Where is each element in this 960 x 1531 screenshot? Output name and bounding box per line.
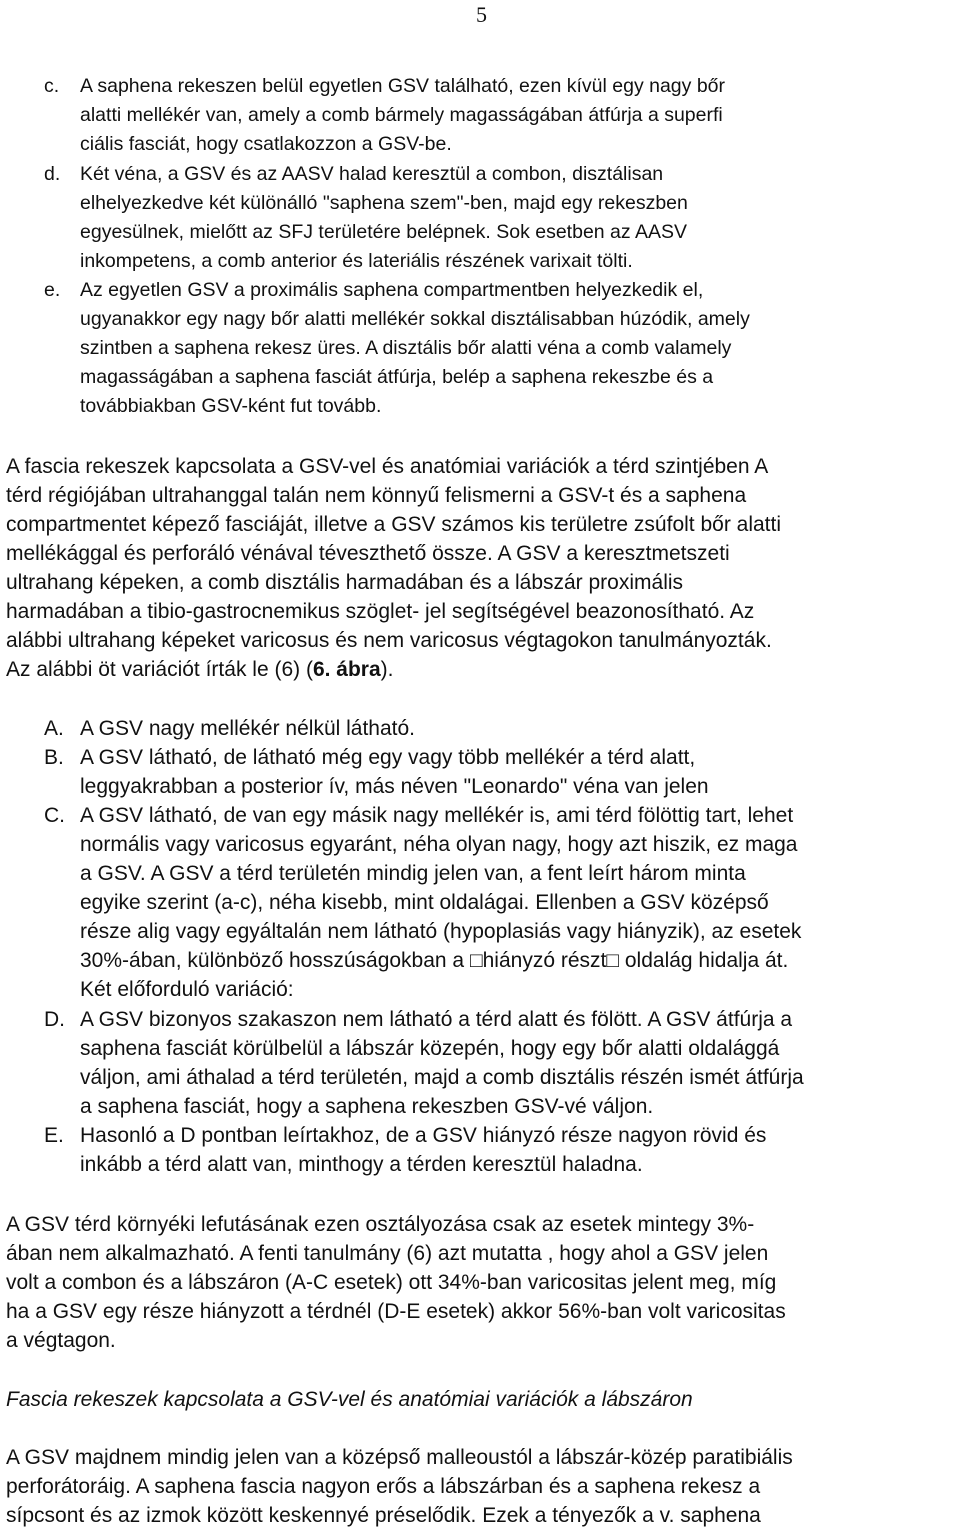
list-marker-a: A.	[44, 717, 64, 740]
list-item-d-line: elhelyezkedve két különálló "saphena szem"-ben, majd egy rekeszben	[80, 192, 688, 214]
paragraph-line: sípcsont és az izmok között keskennyé préselődik. Ezek a tényezők a v. saphena	[6, 1504, 761, 1527]
list-item-e-line: magasságában a saphena fasciát átfúrja, belép a saphena rekeszbe és a	[80, 366, 714, 388]
list-item-e-line: továbbiakban GSV-ként fut tovább.	[80, 395, 382, 417]
variation-e-line: Hasonló a D pontban leírtakhoz, de a GSV hiányzó része nagyon rövid és	[80, 1124, 767, 1147]
text-run: ).	[380, 658, 394, 681]
list-marker-c: c.	[44, 75, 60, 97]
list-item-d-line: Két véna, a GSV és az AASV halad keresztül a combon, disztálisan	[80, 163, 664, 185]
paragraph-line: perforátoráig. A saphena fascia nagyon erős a lábszárban és a saphena rekesz a	[6, 1475, 761, 1498]
paragraph-line: volt a combon és a lábszáron (A-C esetek) ott 34%-ban varicositas jelent meg, míg	[6, 1271, 777, 1294]
list-marker-e-variation: E.	[44, 1124, 64, 1147]
paragraph-line: a végtagon.	[6, 1329, 116, 1352]
list-marker-d-variation: D.	[44, 1008, 65, 1031]
variation-c-line: normális vagy varicosus egyaránt, néha olyan nagy, hogy azt hiszik, ez maga	[80, 833, 798, 856]
variation-c-line: egyike szerint (a-c), néha kisebb, mint oldalágai. Ellenben a GSV középső	[80, 891, 769, 914]
variation-c-line: Két előforduló variáció:	[80, 978, 294, 1001]
variation-c-line: A GSV látható, de van egy másik nagy mellékér is, ami térd fölöttig tart, lehet	[80, 804, 794, 827]
paragraph-line: mellékággal és perforáló vénával téveszthető össze. A GSV a keresztmetszeti	[6, 542, 730, 565]
figure-reference: 6. ábra	[312, 658, 381, 681]
list-item-e-line: ugyanakkor egy nagy bőr alatti mellékér sokkal disztálisabban húzódik, amely	[80, 308, 750, 330]
list-marker-b: B.	[44, 746, 64, 769]
paragraph-line: ha a GSV egy része hiányzott a térdnél (D-E esetek) akkor 56%-ban volt varicositas	[6, 1300, 786, 1323]
variation-d-line: váljon, ami áthalad a térd területén, majd a comb disztális részén ismét átfúrja	[80, 1066, 804, 1089]
list-marker-c-variation: C.	[44, 804, 65, 827]
variation-d-line: saphena fasciát körülbelül a lábszár közepén, hogy egy bőr alatti oldalággá	[80, 1037, 780, 1060]
list-item-e-line: Az egyetlen GSV a proximális saphena compartmentben helyezkedik el,	[80, 279, 704, 301]
section-heading: Fascia rekeszek kapcsolata a GSV-vel és anatómiai variációk a lábszáron	[6, 1388, 693, 1411]
list-marker-d: d.	[44, 163, 61, 185]
list-item-c-line: alatti mellékér van, amely a comb bármely magasságában átfúrja a superfi	[80, 104, 723, 126]
paragraph-line: A GSV majdnem mindig jelen van a középső malleoustól a lábszár-közép paratibiális	[6, 1446, 793, 1469]
list-item-e-line: szintben a saphena rekesz üres. A disztális bőr alatti véna a comb valamely	[80, 337, 732, 359]
variation-b-line: leggyakrabban a posterior ív, más néven "Leonardo" véna van jelen	[80, 775, 709, 798]
page-number: 5	[476, 2, 487, 27]
variation-d-line: a saphena fasciát, hogy a saphena rekeszben GSV-vé váljon.	[80, 1095, 654, 1118]
paragraph-line: A GSV térd környéki lefutásának ezen osztályozása csak az esetek mintegy 3%-	[6, 1213, 755, 1236]
list-item-c-line: ciális fasciát, hogy csatlakozzon a GSV-be.	[80, 133, 452, 155]
variation-d-line: A GSV bizonyos szakaszon nem látható a térd alatt és fölött. A GSV átfúrja a	[80, 1008, 793, 1031]
list-marker-e: e.	[44, 279, 61, 301]
paragraph-line: compartmentet képező fasciáját, illetve a GSV számos kis területre zsúfolt bőr alatti	[6, 513, 782, 536]
variation-b-line: A GSV látható, de látható még egy vagy több mellékér a térd alatt,	[80, 746, 696, 769]
list-item-c-line: A saphena rekeszen belül egyetlen GSV található, ezen kívül egy nagy bőr	[80, 75, 726, 97]
variation-c-line: része alig vagy egyáltalán nem látható (hypoplasiás vagy hiányzik), az esetek	[80, 920, 802, 943]
paragraph-line: A fascia rekeszek kapcsolata a GSV-vel és anatómiai variációk a térd szintjében A	[6, 455, 769, 478]
paragraph-line: ultrahang képeken, a comb disztális harmadában és a lábszár proximális	[6, 571, 684, 594]
paragraph-line: térd régiójában ultrahanggal talán nem könnyű felismerni a GSV-t és a saphena	[6, 484, 747, 507]
paragraph-line: alábbi ultrahang képeket varicosus és nem varicosus végtagokon tanulmányozták.	[6, 629, 772, 652]
variation-c-line: 30%-ában, különböző hosszúságokban a □hiányzó részt□ oldalág hidalja át.	[80, 949, 789, 972]
variation-a-line: A GSV nagy mellékér nélkül látható.	[80, 717, 416, 740]
text-run: Az alábbi öt variációt írták le (6) (	[6, 658, 313, 681]
list-item-d-line: egyesülnek, mielőtt az SFJ területére belépnek. Sok esetben az AASV	[80, 221, 688, 243]
paragraph-line	[6, 655, 394, 684]
variation-c-line: a GSV. A GSV a térd területén mindig jelen van, a fent leírt három minta	[80, 862, 746, 885]
paragraph-line: harmadában a tibio-gastrocnemikus szöglet- jel segítségével beazonosítható. Az	[6, 600, 755, 623]
paragraph-line: ában nem alkalmazható. A fenti tanulmány (6) azt mutatta , hogy ahol a GSV jelen	[6, 1242, 769, 1265]
list-item-d-line: inkompetens, a comb anterior és lateriális részének varixait tölti.	[80, 250, 633, 272]
variation-e-line: inkább a térd alatt van, minthogy a térden keresztül haladna.	[80, 1153, 643, 1176]
